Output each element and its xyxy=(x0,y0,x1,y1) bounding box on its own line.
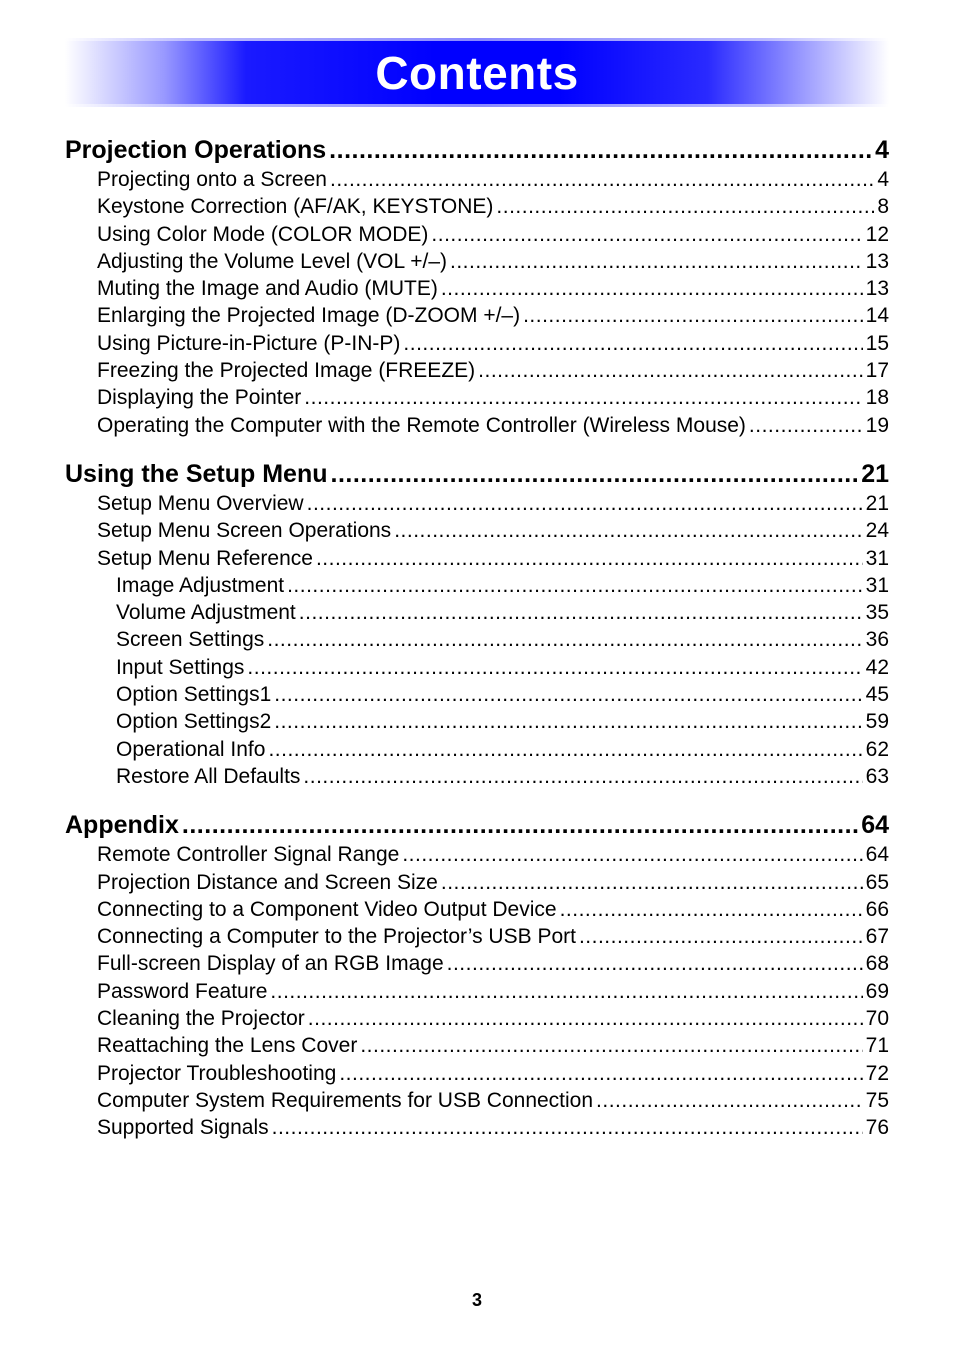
dot-leader xyxy=(394,517,862,544)
toc-entry-page: 68 xyxy=(865,952,889,976)
toc-entry-label: Displaying the Pointer xyxy=(97,386,302,410)
toc-subentry[interactable] xyxy=(65,763,889,790)
toc-entry-label: Projection Distance and Screen Size xyxy=(97,870,438,894)
toc-entry-label: Password Feature xyxy=(97,979,268,1003)
toc-subentry[interactable] xyxy=(65,626,889,653)
toc-entry-page: 15 xyxy=(865,331,889,355)
toc-subentry[interactable] xyxy=(65,572,889,599)
dot-leader xyxy=(339,1060,862,1087)
toc-subentry[interactable] xyxy=(65,736,889,763)
dot-leader xyxy=(478,357,862,384)
toc-entry-label: Freezing the Projected Image (FREEZE) xyxy=(97,359,476,383)
page-number: 3 xyxy=(471,1290,482,1310)
dot-leader xyxy=(308,1005,863,1032)
dot-leader xyxy=(431,221,862,248)
toc-entry[interactable] xyxy=(65,1060,889,1087)
dot-leader xyxy=(270,978,862,1005)
toc-entry-page: 63 xyxy=(865,764,889,788)
toc-entry[interactable] xyxy=(65,330,889,357)
toc-entry-page: 69 xyxy=(865,979,889,1003)
toc-entry[interactable] xyxy=(65,841,889,868)
dot-leader xyxy=(441,275,863,302)
toc-entry-label: Screen Settings xyxy=(116,628,265,652)
toc-entry-label: Setup Menu Reference xyxy=(97,546,313,570)
toc-entry-label: Restore All Defaults xyxy=(116,764,301,788)
toc-entry-page: 8 xyxy=(877,195,889,219)
toc-entry[interactable] xyxy=(65,1087,889,1114)
toc-entry[interactable] xyxy=(65,545,889,572)
toc-entry[interactable] xyxy=(65,896,889,923)
dot-leader xyxy=(182,809,858,841)
toc-entry-page: 66 xyxy=(865,897,889,921)
toc-entry-page: 18 xyxy=(865,386,889,410)
toc-entry-page: 13 xyxy=(865,277,889,301)
toc-entry-page: 67 xyxy=(865,925,889,949)
toc-entry-label: Adjusting the Volume Level (VOL +/–) xyxy=(97,249,448,273)
toc-section-page: 4 xyxy=(875,136,889,164)
dot-leader xyxy=(441,869,863,896)
dot-leader xyxy=(403,330,862,357)
toc-entry-label: Full-screen Display of an RGB Image xyxy=(97,952,444,976)
dot-leader xyxy=(331,458,859,490)
toc-entry-label: Projecting onto a Screen xyxy=(97,168,327,191)
dot-leader xyxy=(447,950,863,977)
toc-entry-page: 14 xyxy=(865,304,889,328)
toc-entry-page: 13 xyxy=(865,249,889,273)
dot-leader xyxy=(299,599,863,626)
dot-leader xyxy=(496,193,874,220)
dot-leader xyxy=(287,572,863,599)
dot-leader xyxy=(360,1032,862,1059)
toc-entry[interactable] xyxy=(65,193,889,220)
dot-leader xyxy=(272,1114,863,1141)
toc-entry[interactable] xyxy=(65,412,889,439)
toc-entry-page: 62 xyxy=(865,737,889,761)
dot-leader xyxy=(316,545,863,572)
toc-section-title: Appendix xyxy=(65,811,179,840)
toc-entry[interactable] xyxy=(65,275,889,302)
dot-leader xyxy=(450,248,863,275)
toc-entry-label: Connecting to a Component Video Output Device xyxy=(97,897,557,921)
toc-section-page: 21 xyxy=(861,459,889,488)
toc-entry[interactable] xyxy=(65,221,889,248)
toc-entry-page: 75 xyxy=(865,1088,889,1112)
dot-leader xyxy=(303,763,862,790)
toc-entry[interactable] xyxy=(65,1032,889,1059)
toc-subentry[interactable] xyxy=(65,599,889,626)
toc-entry-page: 24 xyxy=(865,519,889,543)
toc-entry-page: 31 xyxy=(865,546,889,570)
dot-leader xyxy=(523,302,863,329)
toc-section-heading[interactable] xyxy=(65,809,889,841)
toc-subentry[interactable] xyxy=(65,681,889,708)
toc-entry[interactable] xyxy=(65,517,889,544)
toc-entry-page: 70 xyxy=(865,1007,889,1031)
toc-section-title: Projection Operations xyxy=(65,136,327,164)
toc-entry[interactable] xyxy=(65,166,889,193)
dot-leader xyxy=(402,841,862,868)
toc-entry-label: Connecting a Computer to the Projector’s USB Port xyxy=(97,925,576,949)
toc-entry-label: Operating the Computer with the Remote Controller (Wireless Mouse) xyxy=(97,413,746,437)
page-title: Contents xyxy=(375,46,579,99)
toc-entry-label: Cleaning the Projector xyxy=(97,1007,305,1031)
toc-entry-page: 76 xyxy=(865,1116,889,1140)
toc-entry-page: 36 xyxy=(865,628,889,652)
dot-leader xyxy=(330,166,874,193)
toc-entry[interactable] xyxy=(65,357,889,384)
toc-entry-label: Remote Controller Signal Range xyxy=(97,843,400,867)
toc-entry-page: 4 xyxy=(877,168,889,191)
toc-entry-label: Supported Signals xyxy=(97,1116,269,1140)
toc-section-heading[interactable] xyxy=(65,134,889,166)
toc-entry[interactable] xyxy=(65,248,889,275)
toc-entry-label: Using Color Mode (COLOR MODE) xyxy=(97,222,429,246)
dot-leader xyxy=(304,384,862,411)
dot-leader xyxy=(596,1087,863,1114)
toc-subentry[interactable] xyxy=(65,654,889,681)
dot-leader xyxy=(274,708,862,735)
toc-entry-page: 21 xyxy=(865,491,889,515)
toc-entry[interactable] xyxy=(65,923,889,950)
dot-leader xyxy=(560,896,863,923)
toc-entry-label: Projector Troubleshooting xyxy=(97,1061,337,1085)
toc-entry-label: Keystone Correction (AF/AK, KEYSTONE) xyxy=(97,195,494,219)
table-of-contents xyxy=(65,134,889,1142)
toc-entry[interactable] xyxy=(65,490,889,517)
dot-leader xyxy=(307,490,863,517)
dot-leader xyxy=(247,654,862,681)
toc-entry-page: 71 xyxy=(865,1034,889,1058)
toc-entry-page: 45 xyxy=(865,683,889,707)
toc-entry-label: Option Settings2 xyxy=(116,710,272,734)
dot-leader xyxy=(268,736,862,763)
toc-entry-page: 17 xyxy=(865,359,889,383)
toc-entry-label: Setup Menu Screen Operations xyxy=(97,519,392,543)
toc-entry-label: Image Adjustment xyxy=(116,573,285,597)
toc-entry-page: 65 xyxy=(865,870,889,894)
toc-entry[interactable] xyxy=(65,1114,889,1141)
toc-entry-label: Reattaching the Lens Cover xyxy=(97,1034,358,1058)
contents-banner xyxy=(65,38,889,107)
toc-entry-page: 31 xyxy=(865,573,889,597)
toc-entry-page: 72 xyxy=(865,1061,889,1085)
toc-entry[interactable] xyxy=(65,950,889,977)
toc-entry-label: Input Settings xyxy=(116,655,245,679)
toc-entry[interactable] xyxy=(65,384,889,411)
toc-entry-label: Computer System Requirements for USB Connection xyxy=(97,1088,594,1112)
dot-leader xyxy=(579,923,863,950)
toc-entry[interactable] xyxy=(65,978,889,1005)
toc-entry[interactable] xyxy=(65,869,889,896)
toc-entry-page: 64 xyxy=(865,843,889,867)
toc-entry-label: Volume Adjustment xyxy=(116,601,296,625)
toc-section-title: Using the Setup Menu xyxy=(65,459,328,488)
toc-entry-page: 59 xyxy=(865,710,889,734)
toc-section-heading[interactable] xyxy=(65,458,889,490)
dot-leader xyxy=(274,681,862,708)
dot-leader xyxy=(749,412,863,439)
toc-entry-label: Enlarging the Projected Image (D-ZOOM +/–) xyxy=(97,304,521,328)
dot-leader xyxy=(329,134,872,166)
dot-leader xyxy=(267,626,862,653)
toc-entry-page: 35 xyxy=(865,601,889,625)
toc-entry[interactable] xyxy=(65,302,889,329)
toc-entry-page: 19 xyxy=(865,413,889,437)
toc-entry-label: Setup Menu Overview xyxy=(97,491,304,515)
toc-entry-label: Operational Info xyxy=(116,737,266,761)
toc-entry-page: 42 xyxy=(865,655,889,679)
toc-subentry[interactable] xyxy=(65,708,889,735)
toc-entry-label: Muting the Image and Audio (MUTE) xyxy=(97,277,438,301)
toc-entry-label: Using Picture-in-Picture (P-IN-P) xyxy=(97,331,401,355)
toc-entry-label: Option Settings1 xyxy=(116,683,272,707)
toc-entry[interactable] xyxy=(65,1005,889,1032)
toc-entry-page: 12 xyxy=(865,222,889,246)
toc-section-page: 64 xyxy=(861,811,889,840)
